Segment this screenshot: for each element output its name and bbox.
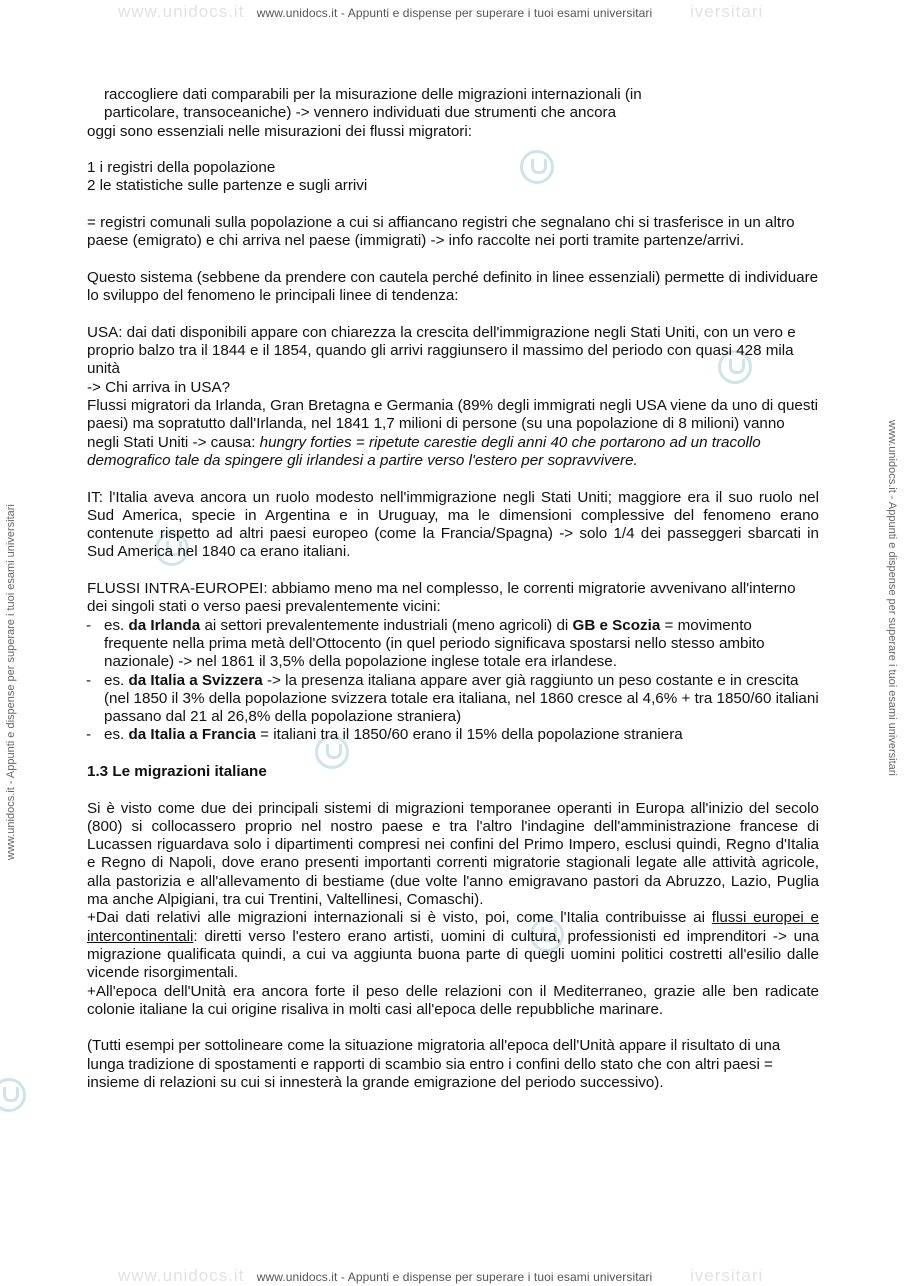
paragraph-text-tail: : diretti verso l'estero erano artisti, uomini di cultura, professionisti ed imprenditori -> una migrazione qualificata quindi, a cui va aggiunta buona parte di quegli uomini politici costretti all'esilio dalle vicende risorgimentali. bbox=[87, 927, 819, 982]
section-paragraph-1: Si è visto come due dei principali sistemi di migrazioni temporanee operanti in Europa all'inizio del secolo (800) si collocassero proprio nel nostro paese e tra l'altro l'indagine dell'amministrazione francese di Lucassen riguardava solo i dipartimenti compresi nei confini del Primo Impero, esclusi quindi, Regno d'Italia e Regno di Napoli, dove erano presenti importanti correnti migratorie stagionali legate alle attività agricole, alla pastorizia e all'allevamento di bestiame (due volte l'anno emigravano pastori da Abruzzo, Lazio, Puglia ma anche Alpigiani, tra cui Trentini, Valtellinesi, Comaschi). bbox=[87, 799, 819, 909]
tool-2: 2 le statistiche sulle partenze e sugli arrivi bbox=[87, 177, 368, 195]
registers-paragraph: = registri comunali sulla popolazione a cui si affiancano registri che segnalano chi si trasferisce in un altro paese (emigrato) e chi arriva nel paese (immigrati) -> info raccolte nei porti tramite partenze/arrivi. bbox=[87, 214, 795, 250]
list-item bbox=[87, 672, 819, 727]
watermark-side-right: www.unidocs.it - Appunti e dispense per superare i tuoi esami universitari bbox=[886, 420, 898, 776]
usa-flows-paragraph bbox=[87, 397, 819, 470]
underlined-phrase: flussi europei e intercontinentali bbox=[87, 909, 820, 945]
section-paragraph-3: +All'epoca dell'Unità era ancora forte il peso delle relazioni con il Mediterraneo, grazie alle ben radicate colonie italiane la cui origine risaliva in molti casi all'epoca delle repubbliche marinare. bbox=[87, 982, 819, 1018]
section-title: 1.3 Le migrazioni italiane bbox=[87, 762, 267, 780]
item-prefix: es. bbox=[104, 616, 129, 634]
italy-paragraph: IT: l'Italia aveva ancora un ruolo modesto nell'immigrazione negli Stati Uniti; maggiore era il suo ruolo nel Sud America, specie in Argentina e in Uruguay, ma le dimensioni complessive del fenomeno erano contenute rispetto ad altri paesi europeo (come la Francia/Spagna) -> solo 1/4 dei passeggeri sbarcati in Sud America nel 1840 ca erano italiani. bbox=[87, 488, 819, 561]
list-item bbox=[87, 617, 819, 672]
hungry-forties-text: hungry forties = ripetute carestie degli anni 40 che portarono ad un tracollo demografico tale da spingere gli irlandesi a partire verso l'estero per sopravvivere. bbox=[87, 433, 761, 469]
watermark-ghost-left-bottom: www.unidocs.it bbox=[118, 1266, 245, 1285]
system-paragraph: Questo sistema (sebbene da prendere con cautela perché definito in linee essenziali) permette di individuare lo sviluppo del fenomeno le principali linee di tendenza: bbox=[87, 268, 819, 305]
item-origin: da Italia a Francia bbox=[128, 726, 256, 744]
paragraph-text: +Dai dati relativi alle migrazioni internazionali si è visto, poi, come l'Italia contribuisse ai bbox=[87, 909, 712, 927]
watermark-side-left: www.unidocs.it - Appunti e dispense per superare i tuoi esami universitari bbox=[5, 504, 17, 860]
item-text: ai settori prevalentemente industriali (meno agricoli) di bbox=[200, 616, 573, 634]
item-origin: da Italia a Svizzera bbox=[128, 671, 263, 689]
document-body bbox=[87, 86, 819, 1092]
item-text: = italiani tra il 1850/60 erano il 15% della popolazione straniera bbox=[255, 726, 683, 744]
conclusion-paragraph: (Tutti esempi per sottolineare come la situazione migratoria all'epoca dell'Unità appare il risultato di una lunga tradizione di spostamenti e rapporti di scambio sia entro i confini dello stato che con altri paesi = insieme di relazioni su cui si innesterà la grande emigrazione del periodo successivo). bbox=[87, 1037, 781, 1092]
watermark-ghost-right-bottom: iversitari bbox=[690, 1266, 764, 1285]
intro-line-3: oggi sono essenziali nelle misurazioni dei flussi migratori: bbox=[87, 122, 472, 140]
intra-european-list bbox=[87, 617, 819, 745]
item-origin: da Irlanda bbox=[128, 616, 201, 634]
list-item bbox=[87, 726, 819, 744]
intro-line-1: raccogliere dati comparabili per la misurazione delle migrazioni internazionali (in bbox=[104, 86, 642, 103]
watermark-ghost-right: iversitari bbox=[690, 2, 764, 21]
section-paragraph-2 bbox=[87, 909, 819, 982]
watermark-footer[interactable]: www.unidocs.it - Appunti e dispense per superare i tuoi esami universitari bbox=[256, 1270, 653, 1284]
usa-paragraph: USA: dai dati disponibili appare con chiarezza la crescita dell'immigrazione negli Stati Uniti, con un vero e proprio balzo tra il 1844 e il 1854, quando gli arrivi raggiunsero il massimo del periodo con quasi 428 mila unità bbox=[87, 323, 796, 378]
unidocs-logo-icon bbox=[0, 1078, 26, 1112]
intra-european-intro: FLUSSI INTRA-EUROPEI: abbiamo meno ma nel complesso, le correnti migratorie avvenivano all'interno dei singoli stati o verso paesi prevalentemente vicini: bbox=[87, 580, 796, 616]
item-prefix: es. bbox=[104, 671, 129, 689]
watermark-ghost-left: www.unidocs.it bbox=[118, 2, 245, 21]
item-prefix: es. bbox=[104, 726, 129, 744]
item-text-tail: = movimento frequente nella prima metà dell'Ottocento (in quel periodo significava spostarsi nello stesso ambito nazionale) -> nel 1861 il 3,5% della popolazione inglese totale era irlandese. bbox=[104, 616, 765, 671]
usa-flows-text: Flussi migratori da Irlanda, Gran Bretagna e Germania (89% degli immigrati negli USA viene da uno di questi paesi) ma sopratutto dall'Irlanda, nel 1841 1,7 milioni di persone (su una popolazione di 8 milioni) vanno negli Stati Uniti -> causa: bbox=[87, 397, 819, 451]
item-destination: GB e Scozia bbox=[572, 616, 661, 634]
intro-line-2: particolare, transoceaniche) -> vennero individuati due strumenti che ancora bbox=[104, 104, 617, 122]
item-text: -> la presenza italiana appare aver già raggiunto un peso costante e in crescita (nel 1850 il 3% della popolazione svizzera totale era italiana, nel 1860 cresce al 4,6% + tra 1850/60 italiani passano dal 21 al 26,8% della popolazione straniera) bbox=[104, 671, 819, 726]
usa-question: -> Chi arriva in USA? bbox=[87, 378, 231, 396]
watermark-header[interactable]: www.unidocs.it - Appunti e dispense per superare i tuoi esami universitari bbox=[256, 6, 653, 20]
tool-1: 1 i registri della popolazione bbox=[87, 159, 276, 177]
